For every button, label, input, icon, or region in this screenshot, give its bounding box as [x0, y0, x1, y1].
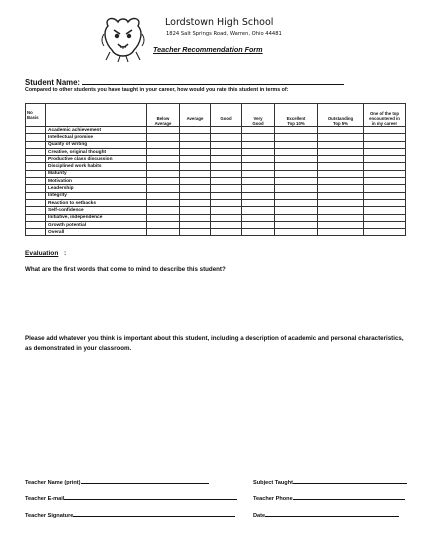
rating-cell[interactable] — [147, 141, 180, 148]
rating-cell[interactable] — [147, 156, 180, 163]
rating-cell[interactable] — [275, 156, 318, 163]
rating-cell[interactable] — [364, 134, 406, 141]
rating-cell[interactable] — [275, 229, 318, 236]
col-very-good: Very Good — [242, 104, 275, 127]
rating-cell[interactable] — [211, 192, 242, 199]
criterion-label: Reaction to setbacks — [46, 199, 147, 206]
rating-cell[interactable] — [211, 170, 242, 177]
form-title: Teacher Recommendation Form — [153, 45, 263, 54]
rating-cell[interactable] — [364, 127, 406, 134]
rating-cell[interactable] — [318, 185, 364, 192]
no-basis-cell[interactable] — [26, 229, 46, 236]
col-average: Average — [180, 104, 211, 127]
rating-cell[interactable] — [211, 178, 242, 185]
rating-cell[interactable] — [180, 141, 211, 148]
no-basis-cell[interactable] — [26, 192, 46, 199]
rating-cell[interactable] — [180, 214, 211, 221]
rating-cell[interactable] — [147, 229, 180, 236]
rating-cell[interactable] — [275, 141, 318, 148]
rating-cell[interactable] — [242, 178, 275, 185]
rating-cell[interactable] — [364, 148, 406, 155]
rating-cell[interactable] — [242, 170, 275, 177]
col-good: Good — [211, 104, 242, 127]
rating-cell[interactable] — [180, 148, 211, 155]
question-characteristics: Please add whatever you think is important about this student, including a description of academic and personal characteristics, as demonstrated in your classroom. — [25, 335, 404, 352]
rating-cell[interactable] — [180, 178, 211, 185]
rating-cell[interactable] — [318, 221, 364, 228]
no-basis-cell[interactable] — [26, 178, 46, 185]
no-basis-cell[interactable] — [26, 214, 46, 221]
rating-row — [26, 229, 406, 236]
rating-row — [26, 141, 406, 148]
rating-cell[interactable] — [211, 207, 242, 214]
rating-cell[interactable] — [242, 127, 275, 134]
rating-cell[interactable] — [211, 185, 242, 192]
rating-row — [26, 221, 406, 228]
rating-row — [26, 192, 406, 199]
criterion-label: Leadership — [46, 185, 147, 192]
rating-cell[interactable] — [211, 163, 242, 170]
no-basis-cell[interactable] — [26, 207, 46, 214]
rating-cell[interactable] — [318, 163, 364, 170]
no-basis-cell[interactable] — [26, 170, 46, 177]
rating-cell[interactable] — [147, 127, 180, 134]
student-name-row — [25, 76, 344, 87]
rating-cell[interactable] — [180, 127, 211, 134]
rating-cell[interactable] — [275, 163, 318, 170]
rating-cell[interactable] — [318, 229, 364, 236]
rating-cell[interactable] — [364, 141, 406, 148]
teacher-signature-row: Teacher Signature — [25, 511, 235, 519]
date-field[interactable] — [265, 511, 399, 517]
rating-row — [26, 134, 406, 141]
rating-cell[interactable] — [211, 134, 242, 141]
teacher-email-row: Teacher E-mail — [25, 494, 237, 502]
comparison-prompt: Compared to other students you have taught in your career, how would you rate this student in terms of: — [25, 87, 289, 93]
teacher-phone-field[interactable] — [293, 494, 405, 500]
col-one-of-top: One of the top encountered in in my career — [364, 104, 406, 127]
rating-cell[interactable] — [318, 199, 364, 206]
rating-cell[interactable] — [147, 185, 180, 192]
rating-cell[interactable] — [180, 134, 211, 141]
subject-row: Subject Taught — [253, 478, 407, 486]
rating-cell[interactable] — [275, 178, 318, 185]
rating-cell[interactable] — [242, 192, 275, 199]
rating-cell[interactable] — [364, 192, 406, 199]
no-basis-cell[interactable] — [26, 127, 46, 134]
col-outstanding: Outstanding Top 5% — [318, 104, 364, 127]
student-name-label: Student Name: — [25, 78, 81, 87]
criterion-label: Maturity — [46, 170, 147, 177]
rating-cell[interactable] — [364, 214, 406, 221]
rating-cell[interactable] — [180, 199, 211, 206]
no-basis-cell[interactable] — [26, 156, 46, 163]
rating-cell[interactable] — [318, 148, 364, 155]
criterion-label: Productive class discussion — [46, 156, 147, 163]
no-basis-cell[interactable] — [26, 163, 46, 170]
criterion-label: Overall — [46, 229, 147, 236]
rating-cell[interactable] — [180, 207, 211, 214]
mascot-logo-icon — [100, 14, 146, 64]
rating-cell[interactable] — [242, 134, 275, 141]
no-basis-cell[interactable] — [26, 141, 46, 148]
criterion-label: Self-confidence — [46, 207, 147, 214]
criterion-label: Growth potential — [46, 221, 147, 228]
rating-cell[interactable] — [318, 207, 364, 214]
rating-cell[interactable] — [275, 207, 318, 214]
rating-cell[interactable] — [147, 192, 180, 199]
col-below-average: Below Average — [147, 104, 180, 127]
rating-cell[interactable] — [364, 221, 406, 228]
rating-cell[interactable] — [242, 156, 275, 163]
rating-cell[interactable] — [242, 148, 275, 155]
rating-cell[interactable] — [275, 185, 318, 192]
rating-cell[interactable] — [242, 199, 275, 206]
rating-cell[interactable] — [211, 199, 242, 206]
rating-row — [26, 214, 406, 221]
rating-cell[interactable] — [147, 134, 180, 141]
rating-cell[interactable] — [211, 127, 242, 134]
teacher-name-field[interactable] — [81, 478, 209, 484]
rating-cell[interactable] — [364, 163, 406, 170]
criterion-label: Academic achievement — [46, 127, 147, 134]
rating-cell[interactable] — [364, 229, 406, 236]
criterion-label: Intellectual promise — [46, 134, 147, 141]
rating-cell[interactable] — [318, 156, 364, 163]
criterion-label: Initiative, independence — [46, 214, 147, 221]
rating-row — [26, 199, 406, 206]
no-basis-cell[interactable] — [26, 134, 46, 141]
no-basis-cell[interactable] — [26, 221, 46, 228]
rating-cell[interactable] — [180, 170, 211, 177]
criterion-label: Motivation — [46, 178, 147, 185]
rating-cell[interactable] — [211, 214, 242, 221]
rating-cell[interactable] — [318, 141, 364, 148]
rating-cell[interactable] — [275, 127, 318, 134]
rating-cell[interactable] — [275, 170, 318, 177]
rating-cell[interactable] — [180, 156, 211, 163]
rating-cell[interactable] — [242, 163, 275, 170]
rating-cell[interactable] — [147, 207, 180, 214]
rating-cell[interactable] — [364, 156, 406, 163]
rating-cell[interactable] — [180, 229, 211, 236]
rating-cell[interactable] — [242, 141, 275, 148]
rating-cell[interactable] — [364, 207, 406, 214]
student-name-field[interactable] — [82, 76, 344, 85]
evaluation-heading: Evaluation — [25, 250, 59, 257]
rating-cell[interactable] — [211, 221, 242, 228]
rating-row — [26, 156, 406, 163]
rating-cell[interactable] — [242, 207, 275, 214]
no-basis-cell[interactable] — [26, 185, 46, 192]
rating-cell[interactable] — [180, 185, 211, 192]
rating-row — [26, 163, 406, 170]
rating-cell[interactable] — [275, 199, 318, 206]
rating-table — [25, 103, 406, 236]
rating-cell[interactable] — [211, 229, 242, 236]
rating-cell[interactable] — [147, 221, 180, 228]
rating-cell[interactable] — [364, 185, 406, 192]
rating-cell[interactable] — [147, 199, 180, 206]
date-row: Date — [253, 511, 399, 519]
rating-cell[interactable] — [211, 141, 242, 148]
rating-cell[interactable] — [318, 178, 364, 185]
rating-row — [26, 170, 406, 177]
rating-row — [26, 148, 406, 155]
rating-cell[interactable] — [275, 148, 318, 155]
teacher-name-row: Teacher Name (print) — [25, 478, 209, 486]
rating-cell[interactable] — [147, 148, 180, 155]
rating-cell[interactable] — [147, 163, 180, 170]
rating-row — [26, 178, 406, 185]
school-address: 1824 Salt Springs Road, Warren, Ohio 44481 — [166, 31, 282, 37]
rating-cell[interactable] — [147, 214, 180, 221]
rating-cell[interactable] — [318, 192, 364, 199]
no-basis-cell[interactable] — [26, 199, 46, 206]
rating-cell[interactable] — [275, 134, 318, 141]
rating-cell[interactable] — [211, 148, 242, 155]
rating-row — [26, 127, 406, 134]
rating-cell[interactable] — [242, 221, 275, 228]
teacher-phone-row: Teacher Phone — [253, 494, 405, 502]
col-criteria — [46, 104, 147, 127]
rating-table-header — [26, 104, 406, 127]
rating-cell[interactable] — [211, 156, 242, 163]
rating-cell[interactable] — [318, 127, 364, 134]
rating-cell[interactable] — [180, 192, 211, 199]
subject-field[interactable] — [293, 478, 407, 484]
rating-cell[interactable] — [318, 214, 364, 221]
rating-row — [26, 207, 406, 214]
col-no-basis: No Basis — [26, 104, 46, 127]
school-name: Lordstown High School — [165, 17, 274, 28]
col-excellent: Excellent Top 10% — [275, 104, 318, 127]
rating-cell[interactable] — [364, 178, 406, 185]
no-basis-cell[interactable] — [26, 148, 46, 155]
rating-cell[interactable] — [275, 221, 318, 228]
rating-cell[interactable] — [275, 214, 318, 221]
rating-cell[interactable] — [147, 178, 180, 185]
rating-cell[interactable] — [242, 214, 275, 221]
teacher-signature-field[interactable] — [73, 511, 235, 517]
rating-cell[interactable] — [147, 170, 180, 177]
criterion-label: Disciplined work habits — [46, 163, 147, 170]
rating-cell[interactable] — [275, 192, 318, 199]
rating-cell[interactable] — [242, 229, 275, 236]
teacher-email-field[interactable] — [64, 494, 237, 500]
criterion-label: Integrity — [46, 192, 147, 199]
rating-row — [26, 185, 406, 192]
question-first-words: What are the first words that come to mind to describe this student? — [25, 266, 226, 273]
evaluation-heading-colon: : — [64, 250, 67, 257]
rating-cell[interactable] — [180, 221, 211, 228]
criterion-label: Quality of writing — [46, 141, 147, 148]
rating-cell[interactable] — [364, 199, 406, 206]
rating-cell[interactable] — [180, 163, 211, 170]
rating-cell[interactable] — [364, 170, 406, 177]
criterion-label: Creative, original thought — [46, 148, 147, 155]
rating-cell[interactable] — [242, 185, 275, 192]
rating-cell[interactable] — [318, 170, 364, 177]
rating-cell[interactable] — [318, 134, 364, 141]
